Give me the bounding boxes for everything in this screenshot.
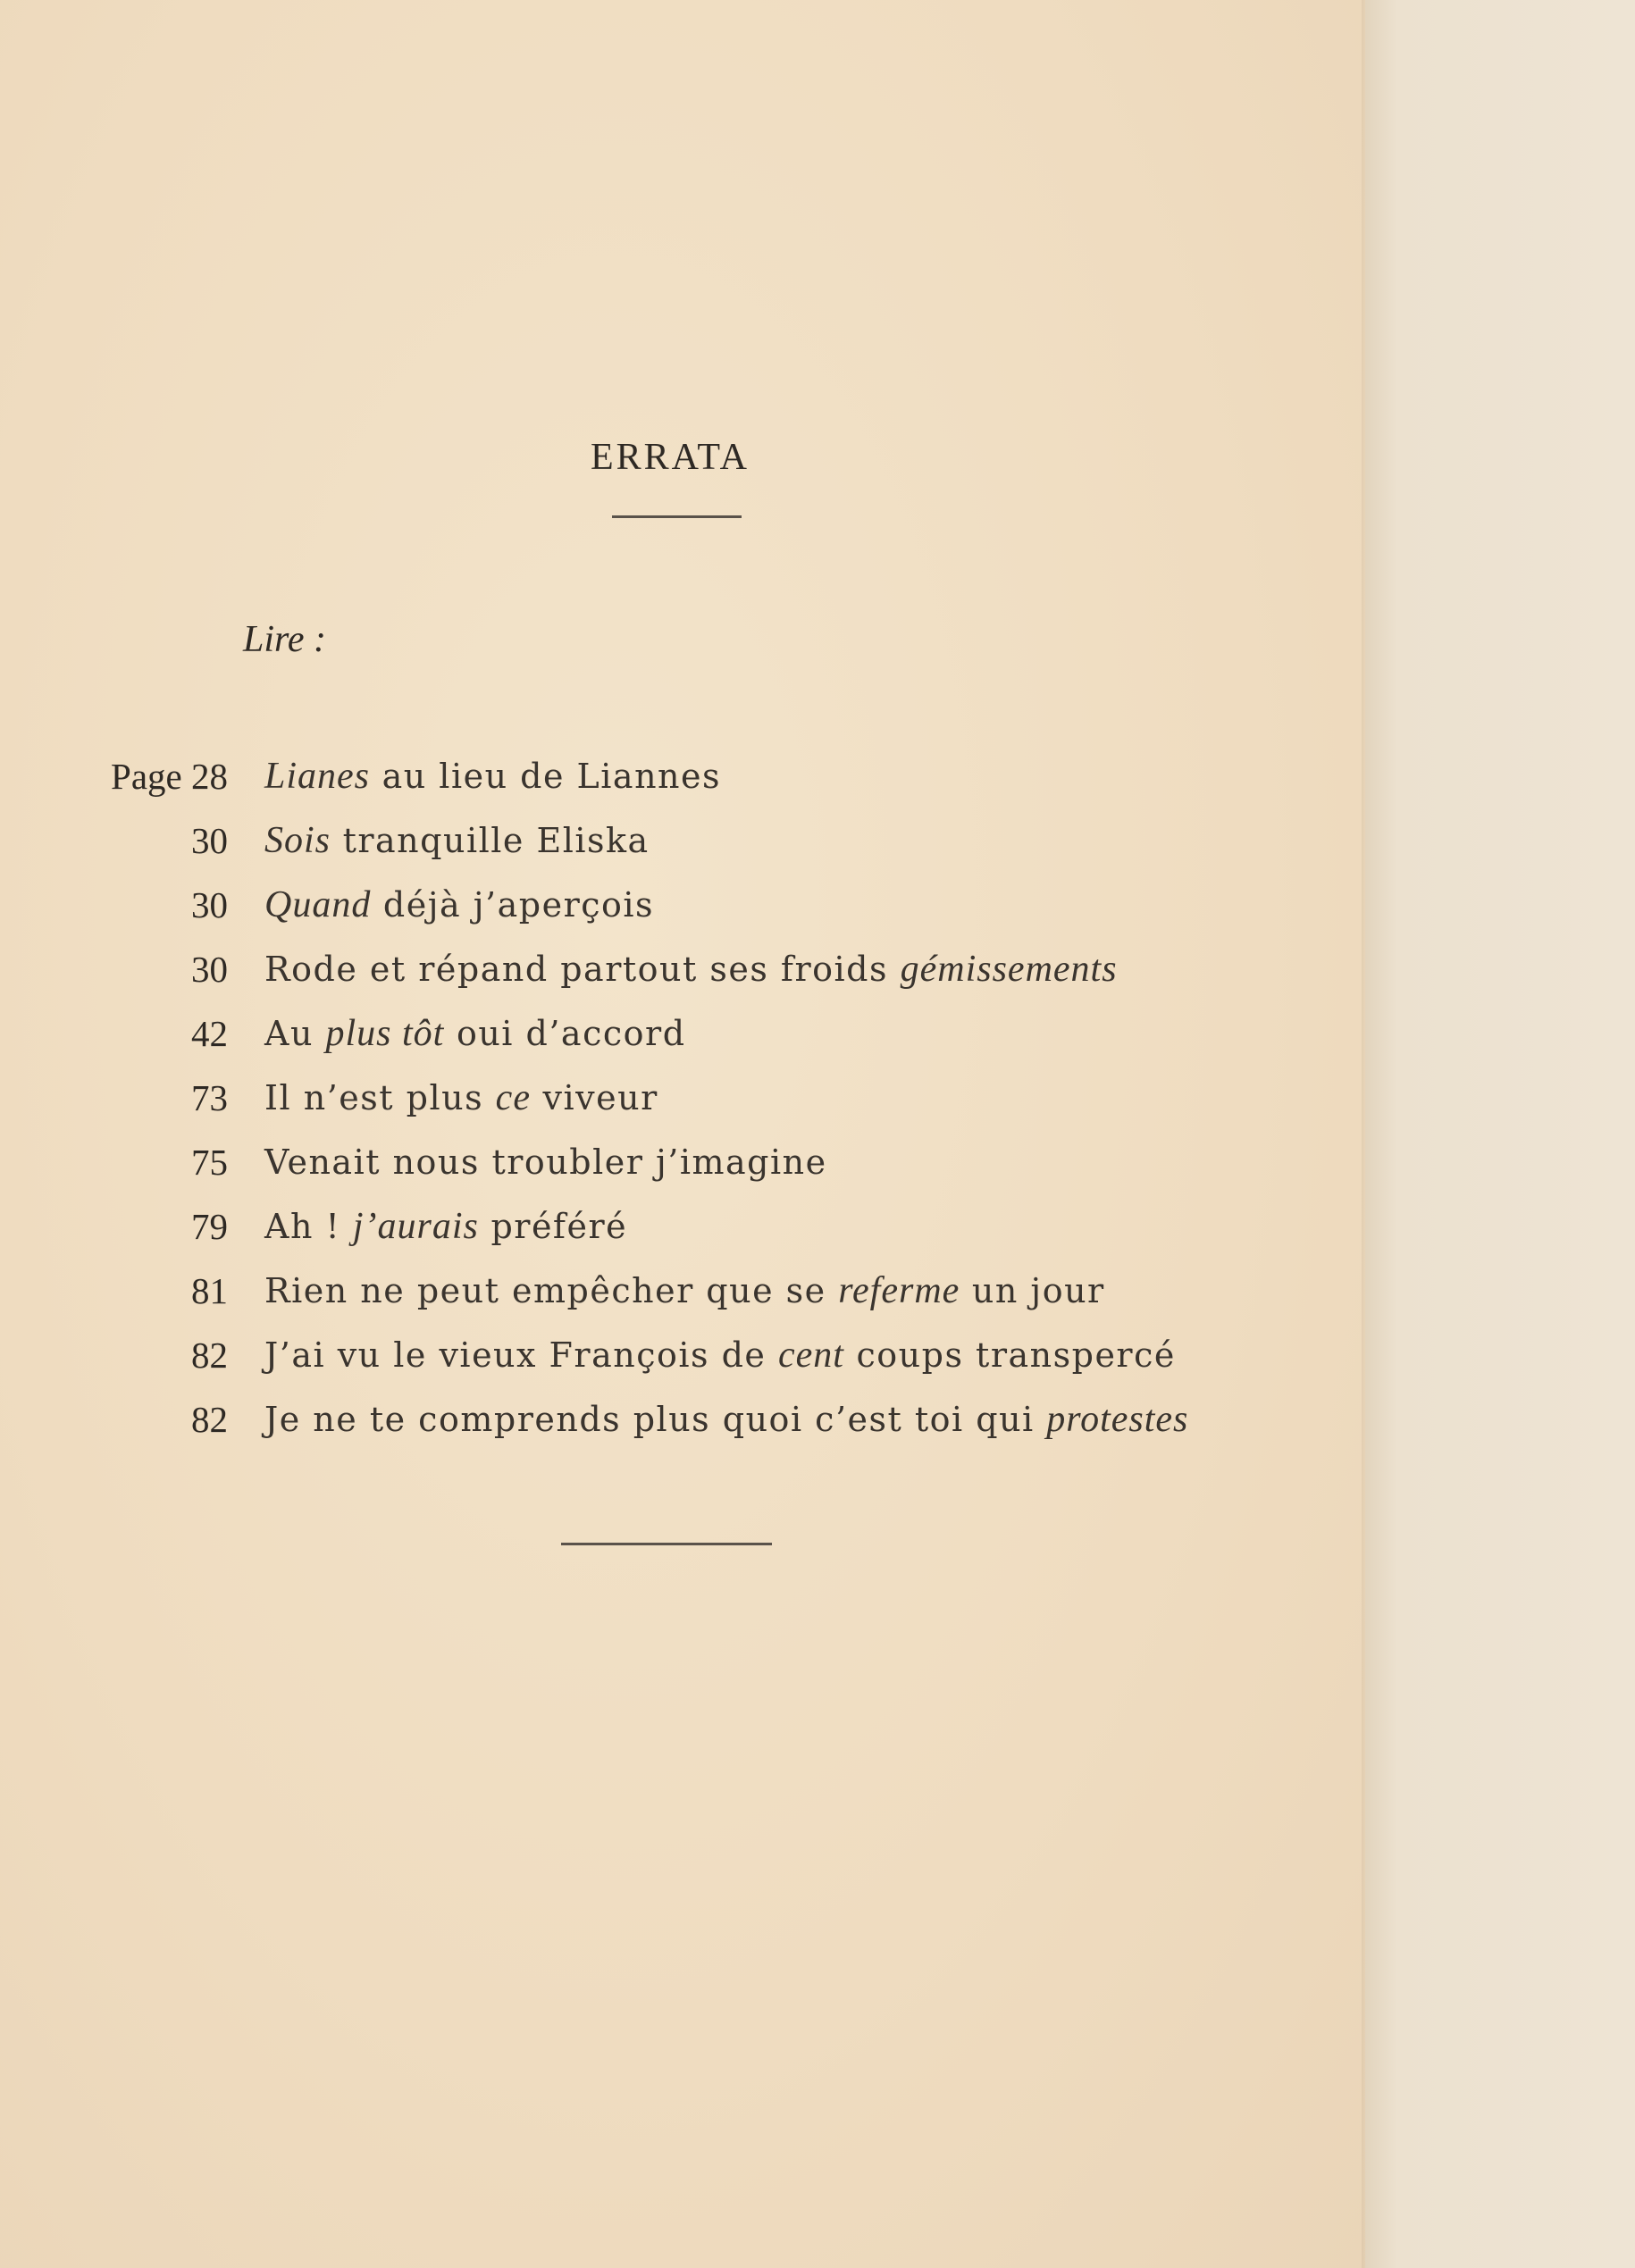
correction-text: coups transpercé	[843, 1335, 1176, 1375]
errata-entry	[0, 1009, 1340, 1074]
errata-entry	[0, 1267, 1340, 1331]
errata-correction	[264, 1395, 1188, 1444]
errata-correction	[264, 881, 654, 929]
errata-entry	[0, 1331, 1340, 1395]
correction-text: Il n’est plus	[264, 1078, 496, 1117]
errata-page-ref: 30	[191, 820, 228, 861]
correction-emphasis: gémissements	[900, 949, 1118, 990]
errata-page-ref: 30	[191, 949, 228, 990]
errata-entry	[0, 1202, 1340, 1267]
errata-correction	[264, 1138, 827, 1186]
errata-entry	[0, 1395, 1340, 1460]
errata-page-ref: 75	[191, 1142, 228, 1183]
errata-page-ref: 79	[191, 1206, 228, 1247]
correction-text: un jour	[960, 1271, 1105, 1310]
errata-page-ref: Page 28	[111, 756, 228, 797]
errata-entry	[0, 881, 1340, 945]
correction-emphasis: Quand	[264, 884, 372, 925]
correction-text: préféré	[478, 1207, 628, 1246]
lire-label: Lire :	[243, 619, 326, 660]
errata-correction	[264, 1331, 1176, 1379]
errata-correction	[264, 752, 721, 800]
correction-emphasis: protestes	[1046, 1399, 1189, 1440]
correction-text: J’ai vu le vieux François de	[264, 1335, 778, 1375]
errata-page-ref: 82	[191, 1335, 228, 1376]
page-margin-strip	[1365, 0, 1635, 2268]
correction-emphasis: cent	[777, 1335, 844, 1376]
correction-text: Je ne te comprends plus quoi c’est toi qui	[264, 1400, 1047, 1439]
errata-correction	[264, 1074, 658, 1122]
correction-emphasis: Sois	[264, 820, 331, 861]
errata-page-ref: 81	[191, 1270, 228, 1311]
closing-rule	[561, 1543, 772, 1545]
errata-entry	[0, 1074, 1340, 1138]
correction-text: Rien ne peut empêcher que se	[264, 1271, 839, 1310]
errata-entry	[0, 752, 1340, 816]
errata-entry	[0, 816, 1340, 881]
page-title: ERRATA	[591, 437, 750, 478]
errata-page-ref: 42	[191, 1013, 228, 1054]
errata-correction	[264, 1202, 627, 1251]
errata-correction	[264, 816, 650, 865]
errata-page-ref: 73	[191, 1077, 228, 1118]
correction-text: viveur	[530, 1078, 658, 1117]
errata-entry	[0, 945, 1340, 1009]
errata-entry	[0, 1138, 1340, 1202]
correction-text: au lieu de Liannes	[370, 757, 722, 796]
correction-emphasis: plus tôt	[325, 1013, 445, 1054]
correction-text: Venait nous troubler j’imagine	[264, 1142, 827, 1182]
errata-list	[0, 752, 1340, 1460]
correction-text: tranquille Eliska	[331, 821, 650, 860]
errata-correction	[264, 945, 1118, 993]
correction-emphasis: j’aurais	[352, 1206, 479, 1247]
correction-text: Rode et répand partout ses froids	[264, 950, 901, 989]
correction-emphasis: Lianes	[264, 756, 371, 797]
correction-text: oui d’accord	[444, 1014, 686, 1053]
errata-correction	[264, 1267, 1105, 1315]
correction-text: Ah !	[264, 1207, 353, 1246]
errata-correction	[264, 1009, 686, 1058]
errata-page-ref: 30	[191, 884, 228, 925]
correction-text: Au	[264, 1014, 326, 1053]
errata-page-ref: 82	[191, 1399, 228, 1440]
correction-emphasis: referme	[838, 1270, 960, 1311]
title-rule	[612, 515, 742, 518]
correction-text: déjà j’aperçois	[371, 885, 655, 925]
correction-emphasis: ce	[495, 1077, 531, 1118]
